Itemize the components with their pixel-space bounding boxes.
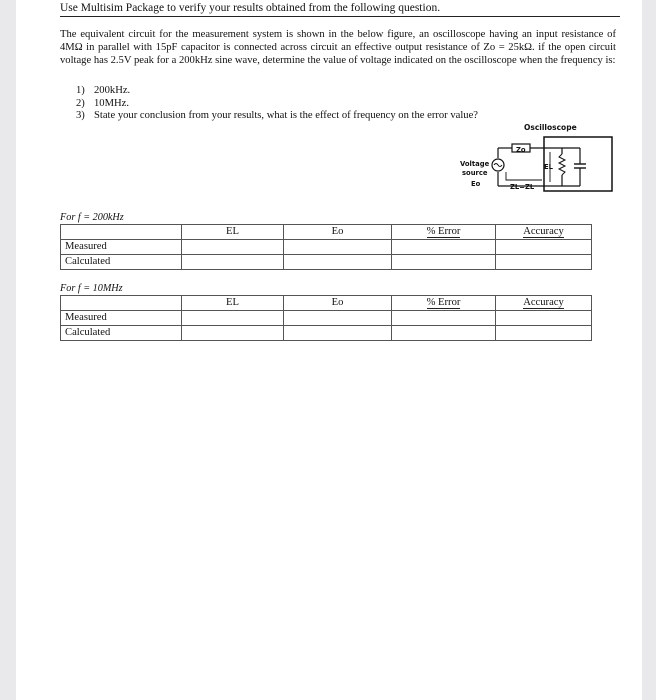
cell-accuracy-calculated[interactable] [496,255,592,270]
zl-label: ZL=ZL [510,183,535,191]
source-label-voltage: Voltage [460,160,490,168]
cell-el-calculated[interactable] [182,326,284,341]
cell-error-measured[interactable] [392,311,496,326]
el-label: EL [544,163,553,171]
header-cell-accuracy [496,296,592,311]
input-resistor [559,154,565,175]
table-label-10mhz: For f = 10MHz [60,283,123,294]
row-label-calculated: Calculated [61,326,182,341]
cell-el-measured[interactable] [182,311,284,326]
header-cell-el: EL [182,225,284,240]
row-label-measured: Measured [61,311,182,326]
cell-accuracy-measured[interactable] [496,311,592,326]
list-text: State your conclusion from your results, what is the effect of frequency on the error value? [94,110,478,121]
table-row [61,255,592,270]
cell-eo-calculated[interactable] [284,255,392,270]
cell-eo-calculated[interactable] [284,326,392,341]
zl-bracket [506,172,542,180]
header-cell-el: EL [182,296,284,311]
cell-el-measured[interactable] [182,240,284,255]
header-cell-error [392,225,496,240]
row-label-measured: Measured [61,240,182,255]
cell-error-calculated[interactable] [392,326,496,341]
list-text: 200kHz. [94,85,131,96]
header-cell-blank [61,225,182,240]
list-item [76,98,478,111]
header-cell-error [392,296,496,311]
list-item [76,110,478,123]
question-list [76,85,478,123]
list-number: 1) [76,85,85,96]
cell-eo-measured[interactable] [284,311,392,326]
source-label-source: source [462,169,488,177]
table-row [61,326,592,341]
table-row [61,311,592,326]
cell-error-measured[interactable] [392,240,496,255]
list-number: 3) [76,110,85,121]
cell-eo-measured[interactable] [284,240,392,255]
header-accuracy-text: Accuracy [523,297,564,308]
list-text: 10MHz. [94,97,130,109]
list-item [76,85,478,98]
header-cell-eo: Eo [284,225,392,240]
cell-accuracy-calculated[interactable] [496,326,592,341]
header-cell-blank [61,296,182,311]
figure-title: Oscilloscope [524,123,577,132]
row-label-calculated: Calculated [61,255,182,270]
source-label-eo: Eo [471,180,481,188]
cell-accuracy-measured[interactable] [496,240,592,255]
list-number: 2) [76,97,85,109]
cell-el-calculated[interactable] [182,255,284,270]
question-paragraph [60,28,616,67]
zo-label: Zo [516,146,526,154]
results-table-10mhz [60,295,592,341]
document-page [16,0,642,700]
results-table-200khz [60,224,592,270]
header-cell-accuracy [496,225,592,240]
question-heading: Use Multisim Package to verify your results obtained from the following question. [60,2,620,17]
header-cell-eo: Eo [284,296,392,311]
table-header-row [61,296,592,311]
table-header-row [61,225,592,240]
cell-error-calculated[interactable] [392,255,496,270]
table-label-200khz: For f = 200kHz [60,212,124,223]
table-row [61,240,592,255]
question-text: The equivalent circuit for the measurement system is shown in the below figure, an oscilloscope having an input resistance of 4MΩ in parallel with 15pF capacitor is connected across circuit an effective output resistance of Zo = 25kΩ. if the open circuit voltage has 2.5V peak for a 200kHz sine wave, determine the value of voltage indicated on the oscilloscope when the frequency is: [60,29,616,66]
header-error-text: % Error [426,226,461,237]
header-accuracy-text: Accuracy [523,226,564,237]
header-error-text: % Error [426,297,461,308]
